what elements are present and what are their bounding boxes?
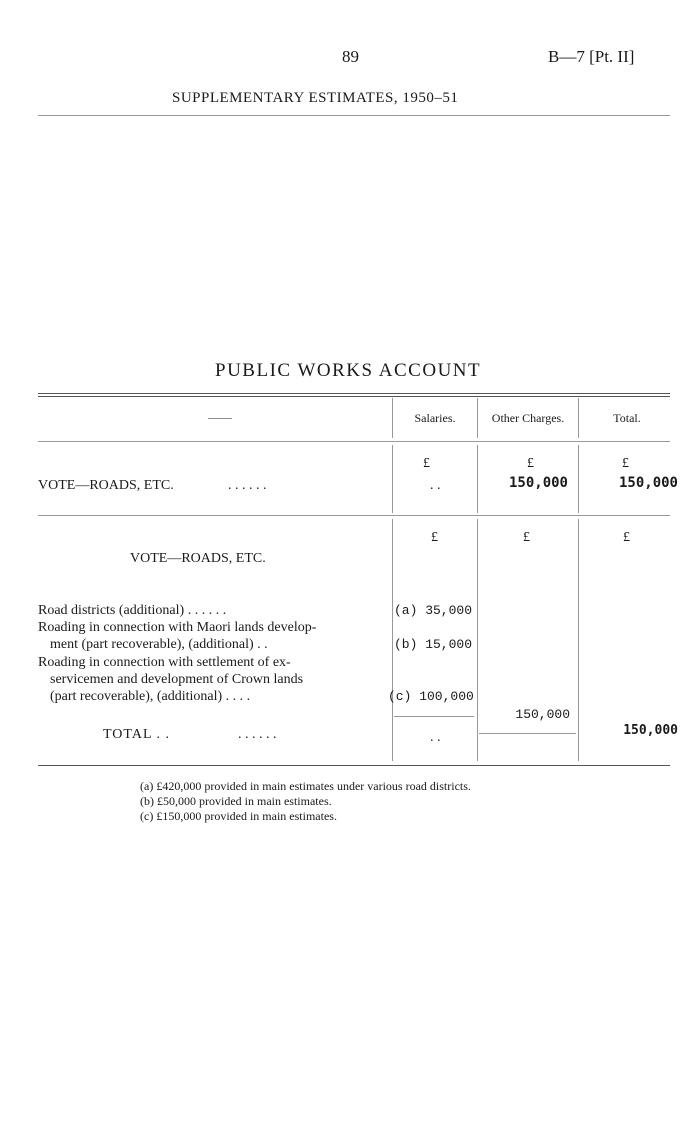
summary-row-label: VOTE—ROADS, ETC. [38, 478, 174, 493]
item-road-districts: Road districts (additional) . . . . . . [38, 603, 227, 618]
footnote-c: (c) £150,000 provided in main estimates. [140, 809, 337, 823]
column-header-rule [38, 441, 670, 442]
currency-salaries-detail: £ [431, 530, 438, 545]
item-ex-servicemen-line-3: (part recoverable), (additional) . . . . [50, 689, 251, 704]
column-header-salaries: Salaries. [414, 411, 456, 425]
other-charges-subtotal-value: 150,000 [515, 707, 570, 722]
column-separator-2-detail [477, 519, 478, 761]
table-top-rule [38, 393, 670, 394]
item-maori-lands-line-2: ment (part recoverable), (additional) . . [50, 637, 268, 652]
currency-other-summary: £ [527, 456, 534, 471]
currency-salaries-summary: £ [423, 456, 430, 471]
column-separator-1-detail [392, 519, 393, 761]
item-maori-lands-line-1: Roading in connection with Maori lands develop- [38, 620, 317, 635]
total-row-label: TOTAL . . [103, 727, 170, 742]
page-number: 89 [342, 47, 359, 66]
footnote-b: (b) £50,000 provided in main estimates. [140, 794, 332, 808]
header-rule [38, 115, 670, 116]
detail-vote-heading: VOTE—ROADS, ETC. [130, 551, 266, 566]
summary-rule [38, 515, 670, 516]
summary-row-leaders: . . . . . . [228, 478, 267, 493]
summary-salaries-value: . . [430, 478, 441, 493]
item-road-districts-salaries: (a) 35,000 [394, 603, 473, 618]
currency-other-detail: £ [523, 530, 530, 545]
column-header-total: Total. [613, 411, 641, 425]
column-separator-1-summary [392, 445, 393, 513]
footnote-a: (a) £420,000 provided in main estimates under various road districts. [140, 779, 471, 793]
total-row-total-value: 150,000 [623, 723, 678, 738]
currency-total-detail: £ [623, 530, 630, 545]
item-maori-lands-salaries: (b) 15,000 [394, 637, 473, 652]
section-title: PUBLIC WORKS ACCOUNT [215, 360, 482, 381]
currency-total-summary: £ [622, 456, 629, 471]
column-header-description: —— [208, 410, 232, 424]
item-ex-servicemen-line-2: servicemen and development of Crown lands [50, 672, 304, 687]
salaries-subtotal-rule [394, 716, 474, 717]
other-charges-subtotal-rule [479, 733, 576, 734]
summary-other-charges-value: 150,000 [508, 475, 568, 491]
item-ex-servicemen-salaries: (c) 100,000 [388, 689, 474, 704]
document-reference: B—7 [Pt. II] [548, 47, 635, 66]
column-header-other-charges: Other Charges. [491, 411, 565, 425]
summary-total-value: 150,000 [618, 475, 678, 491]
total-row-leaders: . . . . . . [238, 727, 277, 742]
total-row-salaries: . . [430, 730, 441, 745]
table-top-rule-2 [38, 396, 670, 397]
item-ex-servicemen-line-1: Roading in connection with settlement of ex- [38, 655, 291, 670]
table-bottom-rule [38, 765, 670, 766]
running-title: SUPPLEMENTARY ESTIMATES, 1950–51 [172, 90, 459, 106]
